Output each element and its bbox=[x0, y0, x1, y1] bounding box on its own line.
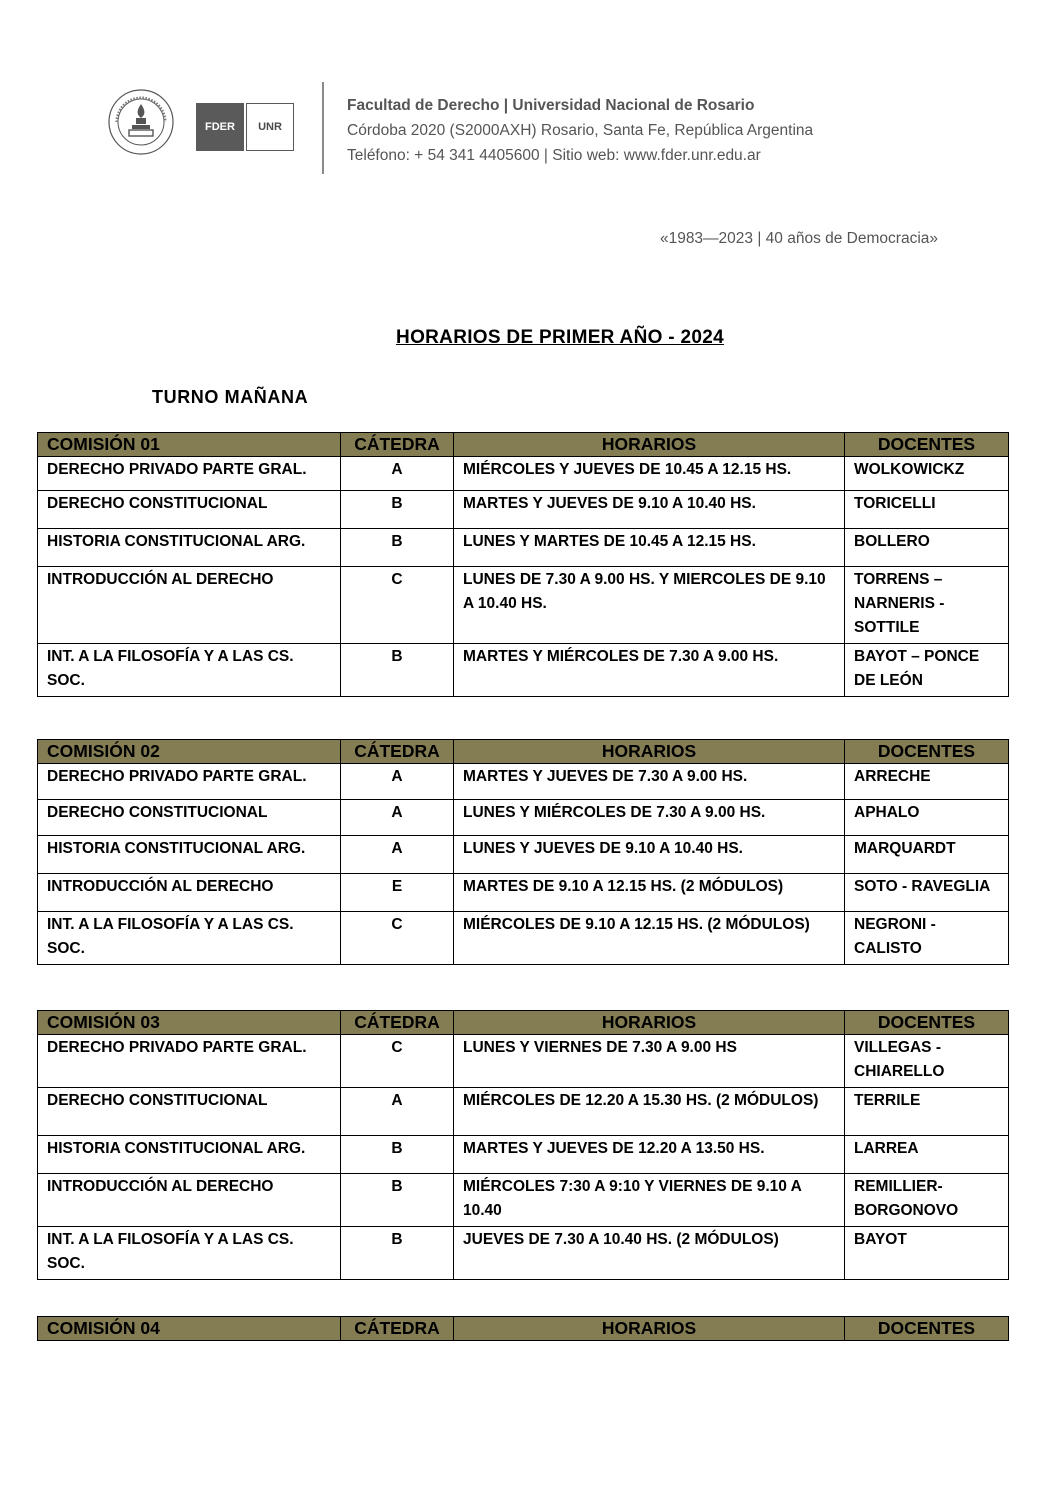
table-row bbox=[38, 1035, 1009, 1088]
cell-materia: DERECHO PRIVADO PARTE GRAL. bbox=[38, 1035, 341, 1088]
commission-name: COMISIÓN 02 bbox=[38, 740, 341, 764]
letterhead-text bbox=[347, 93, 813, 168]
table-row bbox=[38, 874, 1009, 912]
commission-name: COMISIÓN 01 bbox=[38, 433, 341, 457]
cell-materia: INT. A LA FILOSOFÍA Y A LAS CS. SOC. bbox=[38, 644, 341, 697]
cell-horario: LUNES DE 7.30 A 9.00 HS. Y MIERCOLES DE 9.10 A 10.40 HS. bbox=[454, 567, 845, 644]
cell-catedra: A bbox=[341, 457, 454, 491]
unr-logo: UNR bbox=[246, 103, 294, 151]
cell-horario: LUNES Y MIÉRCOLES DE 7.30 A 9.00 HS. bbox=[454, 800, 845, 836]
cell-docente: VILLEGAS - CHIARELLO bbox=[845, 1035, 1009, 1088]
cell-materia: HISTORIA CONSTITUCIONAL ARG. bbox=[38, 836, 341, 874]
cell-docente: APHALO bbox=[845, 800, 1009, 836]
cell-catedra: C bbox=[341, 567, 454, 644]
cell-catedra: B bbox=[341, 1136, 454, 1174]
table-row bbox=[38, 644, 1009, 697]
table-row bbox=[38, 1174, 1009, 1227]
cell-materia: INT. A LA FILOSOFÍA Y A LAS CS. SOC. bbox=[38, 912, 341, 965]
table-row bbox=[38, 529, 1009, 567]
table-row bbox=[38, 764, 1009, 800]
cell-docente: TERRILE bbox=[845, 1088, 1009, 1136]
seal-emblem-icon bbox=[107, 88, 175, 156]
cell-catedra: A bbox=[341, 800, 454, 836]
cell-horario: LUNES Y MARTES DE 10.45 A 12.15 HS. bbox=[454, 529, 845, 567]
cell-horario: MIÉRCOLES DE 9.10 A 12.15 HS. (2 MÓDULOS) bbox=[454, 912, 845, 965]
cell-horario: MIÉRCOLES 7:30 A 9:10 Y VIERNES DE 9.10 A 10.40 bbox=[454, 1174, 845, 1227]
cell-materia: DERECHO PRIVADO PARTE GRAL. bbox=[38, 457, 341, 491]
cell-docente: TORRENS – NARNERIS - SOTTILE bbox=[845, 567, 1009, 644]
cell-materia: DERECHO CONSTITUCIONAL bbox=[38, 1088, 341, 1136]
col-header-catedra: CÁTEDRA bbox=[341, 1317, 454, 1341]
cell-docente: MARQUARDT bbox=[845, 836, 1009, 874]
cell-horario: MIÉRCOLES DE 12.20 A 15.30 HS. (2 MÓDULOS) bbox=[454, 1088, 845, 1136]
cell-catedra: B bbox=[341, 644, 454, 697]
fder-logo: FDER bbox=[196, 103, 244, 151]
cell-catedra: B bbox=[341, 1227, 454, 1280]
cell-horario: MARTES Y JUEVES DE 9.10 A 10.40 HS. bbox=[454, 491, 845, 529]
commission-name: COMISIÓN 03 bbox=[38, 1011, 341, 1035]
cell-horario: MARTES DE 9.10 A 12.15 HS. (2 MÓDULOS) bbox=[454, 874, 845, 912]
commission-table bbox=[37, 432, 1009, 697]
cell-docente: WOLKOWICKZ bbox=[845, 457, 1009, 491]
cell-horario: MARTES Y JUEVES DE 12.20 A 13.50 HS. bbox=[454, 1136, 845, 1174]
cell-catedra: C bbox=[341, 912, 454, 965]
commission-table bbox=[37, 739, 1009, 965]
table-row bbox=[38, 1088, 1009, 1136]
col-header-docentes: DOCENTES bbox=[845, 740, 1009, 764]
institution-contact: Teléfono: + 54 341 4405600 | Sitio web: www.fder.unr.edu.ar bbox=[347, 147, 761, 164]
col-header-catedra: CÁTEDRA bbox=[341, 433, 454, 457]
cell-catedra: B bbox=[341, 491, 454, 529]
table-header-row bbox=[38, 433, 1009, 457]
cell-catedra: A bbox=[341, 836, 454, 874]
col-header-horarios: HORARIOS bbox=[454, 740, 845, 764]
table-row bbox=[38, 1227, 1009, 1280]
cell-docente: BOLLERO bbox=[845, 529, 1009, 567]
commission-name: COMISIÓN 04 bbox=[38, 1317, 341, 1341]
university-seal bbox=[107, 88, 175, 156]
cell-docente: SOTO - RAVEGLIA bbox=[845, 874, 1009, 912]
cell-docente: NEGRONI - CALISTO bbox=[845, 912, 1009, 965]
col-header-docentes: DOCENTES bbox=[845, 1011, 1009, 1035]
institution-address: Córdoba 2020 (S2000AXH) Rosario, Santa Fe, República Argentina bbox=[347, 122, 814, 139]
cell-materia: DERECHO CONSTITUCIONAL bbox=[38, 491, 341, 529]
document-title: HORARIOS DE PRIMER AÑO - 2024 bbox=[396, 327, 724, 348]
col-header-horarios: HORARIOS bbox=[454, 1317, 845, 1341]
col-header-catedra: CÁTEDRA bbox=[341, 1011, 454, 1035]
col-header-docentes: DOCENTES bbox=[845, 1317, 1009, 1341]
cell-catedra: E bbox=[341, 874, 454, 912]
cell-docente: REMILLIER-BORGONOVO bbox=[845, 1174, 1009, 1227]
table-row bbox=[38, 567, 1009, 644]
table-row bbox=[38, 457, 1009, 491]
col-header-docentes: DOCENTES bbox=[845, 433, 1009, 457]
cell-catedra: A bbox=[341, 764, 454, 800]
table-row bbox=[38, 912, 1009, 965]
table-header-row bbox=[38, 1011, 1009, 1035]
table-row bbox=[38, 1136, 1009, 1174]
cell-materia: HISTORIA CONSTITUCIONAL ARG. bbox=[38, 1136, 341, 1174]
cell-materia: INTRODUCCIÓN AL DERECHO bbox=[38, 567, 341, 644]
cell-horario: MARTES Y JUEVES DE 7.30 A 9.00 HS. bbox=[454, 764, 845, 800]
cell-materia: INTRODUCCIÓN AL DERECHO bbox=[38, 874, 341, 912]
shift-heading: TURNO MAÑANA bbox=[152, 387, 309, 407]
cell-docente: BAYOT bbox=[845, 1227, 1009, 1280]
cell-catedra: B bbox=[341, 1174, 454, 1227]
table-header-row bbox=[38, 740, 1009, 764]
cell-catedra: B bbox=[341, 529, 454, 567]
cell-horario: JUEVES DE 7.30 A 10.40 HS. (2 MÓDULOS) bbox=[454, 1227, 845, 1280]
cell-materia: HISTORIA CONSTITUCIONAL ARG. bbox=[38, 529, 341, 567]
table-header-row bbox=[38, 1317, 1009, 1341]
table-row bbox=[38, 836, 1009, 874]
cell-docente: LARREA bbox=[845, 1136, 1009, 1174]
cell-materia: DERECHO CONSTITUCIONAL bbox=[38, 800, 341, 836]
cell-docente: ARRECHE bbox=[845, 764, 1009, 800]
cell-horario: MARTES Y MIÉRCOLES DE 7.30 A 9.00 HS. bbox=[454, 644, 845, 697]
header-divider bbox=[322, 82, 324, 174]
cell-horario: MIÉRCOLES Y JUEVES DE 10.45 A 12.15 HS. bbox=[454, 457, 845, 491]
table-row bbox=[38, 800, 1009, 836]
commission-table bbox=[37, 1316, 1009, 1341]
commission-table bbox=[37, 1010, 1009, 1280]
col-header-catedra: CÁTEDRA bbox=[341, 740, 454, 764]
col-header-horarios: HORARIOS bbox=[454, 433, 845, 457]
cell-materia: INTRODUCCIÓN AL DERECHO bbox=[38, 1174, 341, 1227]
cell-materia: DERECHO PRIVADO PARTE GRAL. bbox=[38, 764, 341, 800]
cell-docente: TORICELLI bbox=[845, 491, 1009, 529]
cell-horario: LUNES Y VIERNES DE 7.30 A 9.00 HS bbox=[454, 1035, 845, 1088]
table-row bbox=[38, 491, 1009, 529]
cell-horario: LUNES Y JUEVES DE 9.10 A 10.40 HS. bbox=[454, 836, 845, 874]
cell-catedra: C bbox=[341, 1035, 454, 1088]
cell-docente: BAYOT – PONCE DE LEÓN bbox=[845, 644, 1009, 697]
col-header-horarios: HORARIOS bbox=[454, 1011, 845, 1035]
institution-name: Facultad de Derecho | Universidad Nacional de Rosario bbox=[347, 97, 755, 114]
tagline: «1983—2023 | 40 años de Democracia» bbox=[659, 230, 938, 247]
cell-materia: INT. A LA FILOSOFÍA Y A LAS CS. SOC. bbox=[38, 1227, 341, 1280]
cell-catedra: A bbox=[341, 1088, 454, 1136]
